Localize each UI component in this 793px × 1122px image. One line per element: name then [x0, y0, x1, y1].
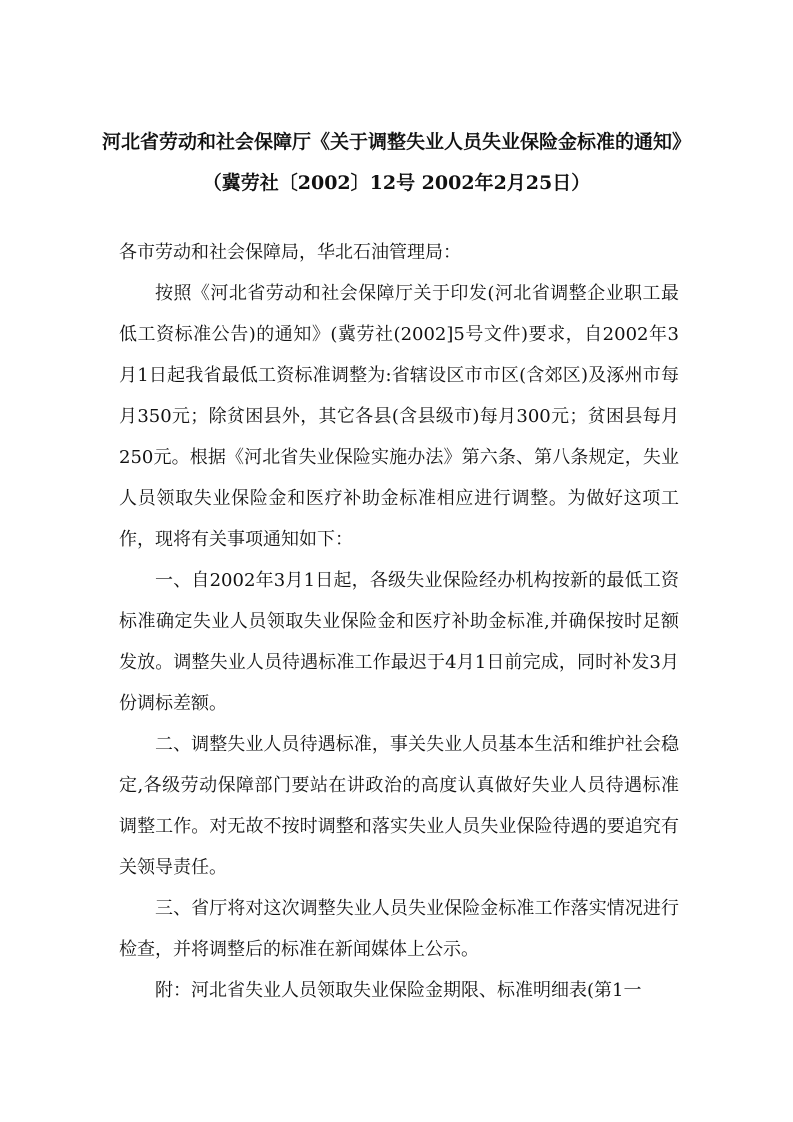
document-body	[119, 232, 679, 1011]
document-title: 河北省劳动和社会保障厅《关于调整失业人员失业保险金标准的通知》	[101, 131, 691, 153]
paragraph-attachment: 附：河北省失业人员领取失业保险金期限、标准明细表(第1一	[155, 980, 642, 1001]
paragraph-intro: 按照《河北省劳动和社会保障厅关于印发(河北省调整企业职工最低工资标准公告)的通知》(冀劳社(2002]5号文件)要求，自2002年3月1日起我省最低工资标准调整为:省辖设区市市区(含郊区)及涿州市每月350元；除贫困县外，其它各县(含县级市)每月300元；贫困县每月250元。根据《河北省失业保险实施办法》第六条、第八条规定，失业人员领取失业保险金和医疗补助金标准相应进行调整。为做好这项工作，现将有关事项通知如下：	[119, 283, 679, 550]
document-subtitle: （冀劳社〔2002〕12号 2002年2月25日）	[202, 172, 591, 194]
paragraph-item-1: 一、自2002年3月1日起，各级失业保险经办机构按新的最低工资标准确定失业人员领取失业保险金和医疗补助金标准,并确保按时足额发放。调整失业人员待遇标准工作最迟于4月1日前完成，同时补发3月份调标差额。	[119, 570, 679, 714]
paragraph-item-2: 二、调整失业人员待遇标准，事关失业人员基本生活和维护社会稳定,各级劳动保障部门要站在讲政治的高度认真做好失业人员待遇标准调整工作。对无故不按时调整和落实失业人员失业保险待遇的要追究有关领导责任。	[119, 734, 679, 878]
paragraph-item-3: 三、省厅将对这次调整失业人员失业保险金标准工作落实情况进行检查，并将调整后的标准在新闻媒体上公示。	[119, 898, 679, 960]
salutation: 各市劳动和社会保障局，华北石油管理局：	[119, 242, 461, 263]
